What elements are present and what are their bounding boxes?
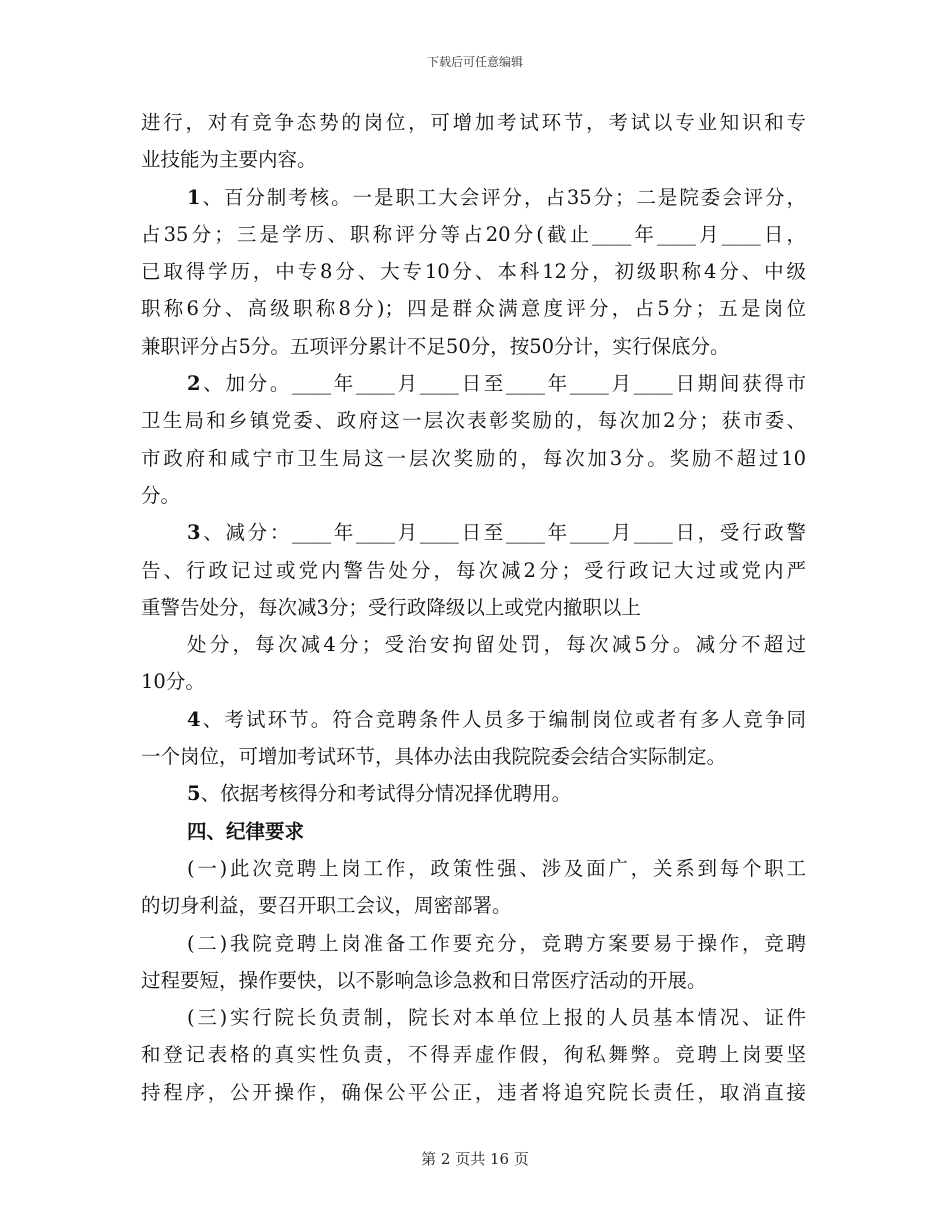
- text-line: 分。: [141, 483, 181, 507]
- text-line: 业技能为主要内容。: [141, 148, 317, 172]
- text-line: 和登记表格的真实性负责，不得弄虚作假，徇私舞弊。竞聘上岗要坚: [141, 1043, 806, 1067]
- text-fragment: 、百分制考核。一是职工大会评分，占35分；二是院委会评分，: [200, 185, 806, 209]
- text-line: 进行，对有竞争态势的岗位，可增加考试环节，考试以专业知识和专: [141, 111, 806, 134]
- text-line: 10分。: [141, 670, 205, 694]
- text-line: 已取得学历，中专8分、大专10分、本科12分，初级职称4分、中级: [141, 260, 806, 284]
- text-line: 职称6分、高级职称8分)；四是群众满意度评分，占5分；五是岗位: [141, 297, 806, 321]
- text-line: [141, 179, 806, 216]
- text-fragment: 、考试环节。符合竞聘条件人员多于编制岗位或者有多人竞争同: [200, 707, 806, 731]
- item-number: 2: [187, 372, 201, 396]
- text-line: 重警告处分，每次减3分；受行政降级以上或党内撤职以上: [141, 595, 641, 619]
- section-heading: 四、纪律要求: [187, 819, 305, 843]
- text-line: 一个岗位，可增加考试环节，具体办法由我院院委会结合实际制定。: [141, 745, 727, 769]
- text-line: 卫生局和乡镇党委、政府这一层次表彰奖励的，每次加2分；获市委、: [141, 409, 806, 433]
- text-line: [141, 701, 806, 738]
- text-line: [141, 365, 806, 402]
- text-line: 告、行政记过或党内警告处分，每次减2分；受行政记大过或党内严: [141, 558, 806, 582]
- text-line: (三)实行院长负责制，院长对本单位上报的人员基本情况、证件: [187, 1006, 806, 1030]
- text-line: 持程序，公开操作，确保公平公正，违者将追究院长责任，取消直接: [141, 1080, 806, 1104]
- text-fragment: 、依据考核得分和考试得分情况择优聘用。: [200, 782, 572, 806]
- item-number: 4: [187, 707, 201, 731]
- text-line: [141, 775, 806, 812]
- item-number: 5: [187, 782, 201, 806]
- item-number: 3: [187, 521, 201, 545]
- text-line: [141, 514, 806, 551]
- item-number: 1: [187, 185, 201, 209]
- page-footer: 第 2 页共 16 页: [421, 1150, 529, 1168]
- text-line: 的切身利益，要召开职工会议，周密部署。: [141, 894, 512, 918]
- text-line: 处分，每次减4分；受治安拘留处罚，每次减5分。减分不超过: [187, 633, 806, 657]
- text-line: (一)此次竞聘上岗工作，政策性强、涉及面广，关系到每个职工: [187, 856, 806, 880]
- text-fragment: 、加分。____年____月____日至____年____月____日期间获得市: [200, 372, 806, 396]
- page-header: 下载后可任意编辑: [426, 55, 523, 69]
- text-line: 占35分；三是学历、职称评分等占20分(截止____年____月____日，: [141, 222, 806, 246]
- text-line: 市政府和咸宁市卫生局这一层次奖励的，每次加3分。奖励不超过10: [141, 446, 806, 470]
- text-line: (二)我院竞聘上岗准备工作要充分，竞聘方案要易于操作，竞聘: [187, 931, 806, 955]
- document-body: [141, 104, 806, 1111]
- text-line: 过程要短，操作要快，以不影响急诊急救和日常医疗活动的开展。: [141, 968, 707, 992]
- text-fragment: 、减分：____年____月____日至____年____月____日，受行政警: [200, 521, 806, 545]
- text-line: 兼职评分占5分。五项评分累计不足50分，按50分计，实行保底分。: [141, 334, 730, 358]
